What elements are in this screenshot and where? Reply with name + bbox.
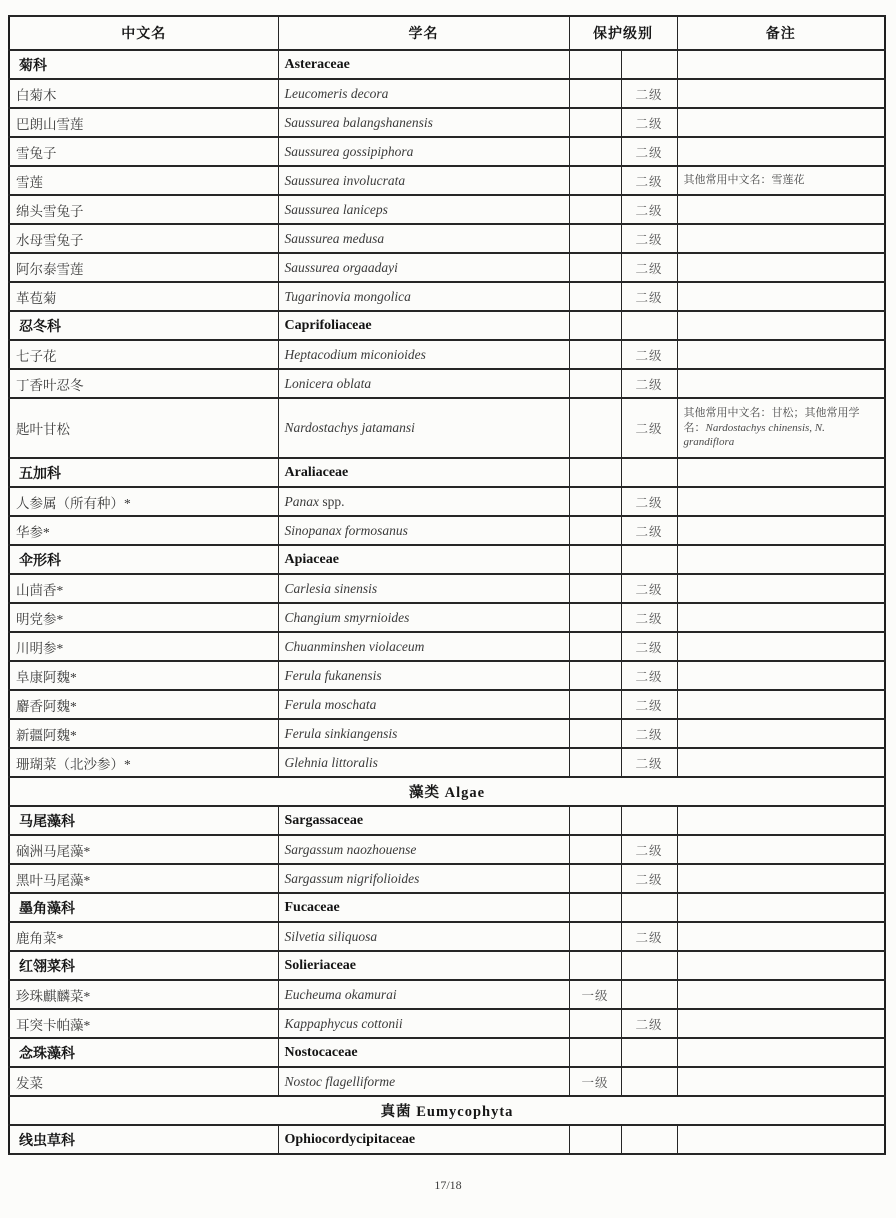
remarks-cell: [677, 224, 885, 253]
chinese-name-cell: 阿尔泰雪莲: [9, 253, 278, 282]
scientific-name-cell: Panax spp.: [278, 487, 569, 516]
level-one-cell: [569, 195, 621, 224]
chinese-name-cell: 新疆阿魏*: [9, 719, 278, 748]
chinese-name-cell: 伞形科: [9, 545, 278, 574]
scientific-name-cell: Nostocaceae: [278, 1038, 569, 1067]
species-row: [9, 166, 885, 195]
level-two-cell: 二级: [621, 748, 677, 777]
remarks-cell: [677, 195, 885, 224]
level-one-cell: [569, 253, 621, 282]
scientific-name-cell: Ferula moschata: [278, 690, 569, 719]
remarks-cell: [677, 980, 885, 1009]
remarks-cell: [677, 748, 885, 777]
chinese-name-cell: 匙叶甘松: [9, 398, 278, 458]
level-two-cell: 二级: [621, 690, 677, 719]
level-one-cell: [569, 340, 621, 369]
level-two-cell: [621, 311, 677, 340]
table-header-row: [9, 16, 885, 50]
remarks-cell: [677, 516, 885, 545]
family-row: [9, 1038, 885, 1067]
scientific-name-cell: Sargassaceae: [278, 806, 569, 835]
level-two-cell: 二级: [621, 603, 677, 632]
species-row: [9, 137, 885, 166]
species-row: [9, 369, 885, 398]
species-row: [9, 487, 885, 516]
level-two-cell: 二级: [621, 369, 677, 398]
level-two-cell: [621, 980, 677, 1009]
chinese-name-cell: 水母雪兔子: [9, 224, 278, 253]
scientific-name-cell: Changium smyrnioides: [278, 603, 569, 632]
level-one-cell: [569, 108, 621, 137]
scientific-name-cell: Saussurea balangshanensis: [278, 108, 569, 137]
chinese-name-cell: 马尾藻科: [9, 806, 278, 835]
level-two-cell: 二级: [621, 398, 677, 458]
family-row: [9, 458, 885, 487]
scientific-name-cell: Caprifoliaceae: [278, 311, 569, 340]
level-one-cell: [569, 1125, 621, 1154]
level-one-cell: [569, 137, 621, 166]
level-one-cell: [569, 398, 621, 458]
level-one-cell: [569, 719, 621, 748]
scientific-name-cell: Leucomeris decora: [278, 79, 569, 108]
remarks-cell: [677, 253, 885, 282]
scientific-name-cell: Solieriaceae: [278, 951, 569, 980]
level-one-cell: [569, 574, 621, 603]
remarks-cell: [677, 545, 885, 574]
header-protection-level: 保护级别: [569, 16, 677, 50]
family-row: [9, 951, 885, 980]
scientific-name-cell: Sinopanax formosanus: [278, 516, 569, 545]
scientific-name-cell: Eucheuma okamurai: [278, 980, 569, 1009]
level-two-cell: [621, 893, 677, 922]
chinese-name-cell: 绵头雪兔子: [9, 195, 278, 224]
species-row: [9, 574, 885, 603]
remarks-cell: [677, 574, 885, 603]
level-two-cell: 二级: [621, 487, 677, 516]
family-row: [9, 545, 885, 574]
level-two-cell: 二级: [621, 661, 677, 690]
remark-text: 其他常用中文名：甘松；: [683, 406, 805, 419]
species-row: [9, 253, 885, 282]
family-row: [9, 311, 885, 340]
level-two-cell: 二级: [621, 574, 677, 603]
chinese-name-cell: 念珠藻科: [9, 1038, 278, 1067]
chinese-name-cell: 雪莲: [9, 166, 278, 195]
level-one-cell: [569, 690, 621, 719]
species-row: [9, 79, 885, 108]
page-number: 17/18: [434, 1178, 462, 1192]
chinese-name-cell: 白菊木: [9, 79, 278, 108]
table-body: [9, 50, 885, 1154]
level-two-cell: 二级: [621, 253, 677, 282]
section-label: 藻类 Algae: [9, 777, 885, 806]
species-row: [9, 603, 885, 632]
chinese-name-cell: 雪兔子: [9, 137, 278, 166]
chinese-name-cell: 菊科: [9, 50, 278, 79]
chinese-name-cell: 人参属（所有种）*: [9, 487, 278, 516]
chinese-name-cell: 鹿角菜*: [9, 922, 278, 951]
scientific-name-cell: Silvetia siliquosa: [278, 922, 569, 951]
chinese-name-cell: 阜康阿魏*: [9, 661, 278, 690]
header-scientific-name: 学名: [278, 16, 569, 50]
scientific-name-cell: Fucaceae: [278, 893, 569, 922]
remarks-cell: [677, 1009, 885, 1038]
level-two-cell: [621, 1038, 677, 1067]
species-row: [9, 340, 885, 369]
remarks-cell: [677, 835, 885, 864]
level-one-cell: [569, 458, 621, 487]
section-label: 真菌 Eumycophyta: [9, 1096, 885, 1125]
scientific-name-cell: Saussurea laniceps: [278, 195, 569, 224]
level-one-cell: [569, 79, 621, 108]
remarks-cell: [677, 951, 885, 980]
scientific-name-cell: Glehnia littoralis: [278, 748, 569, 777]
level-one-cell: [569, 369, 621, 398]
level-one-cell: [569, 311, 621, 340]
remark-text: 其他常用中文名：雪莲花: [683, 174, 805, 187]
level-one-cell: [569, 951, 621, 980]
chinese-name-cell: 川明参*: [9, 632, 278, 661]
level-two-cell: [621, 951, 677, 980]
level-one-cell: [569, 893, 621, 922]
species-row: [9, 835, 885, 864]
level-two-cell: 二级: [621, 195, 677, 224]
chinese-name-cell: 革苞菊: [9, 282, 278, 311]
remarks-cell: [677, 632, 885, 661]
level-two-cell: [621, 545, 677, 574]
level-one-cell: [569, 922, 621, 951]
level-one-cell: [569, 50, 621, 79]
scientific-name-cell: Lonicera oblata: [278, 369, 569, 398]
family-row: [9, 50, 885, 79]
remarks-cell: [677, 369, 885, 398]
level-two-cell: 二级: [621, 108, 677, 137]
level-one-cell: [569, 1009, 621, 1038]
species-row: [9, 719, 885, 748]
level-two-cell: 二级: [621, 632, 677, 661]
level-one-cell: [569, 545, 621, 574]
remarks-cell: [677, 603, 885, 632]
section-row: [9, 777, 885, 806]
species-row: [9, 1009, 885, 1038]
chinese-name-cell: 明党参*: [9, 603, 278, 632]
chinese-name-cell: 麝香阿魏*: [9, 690, 278, 719]
remarks-cell: [677, 311, 885, 340]
species-row: [9, 398, 885, 458]
level-one-cell: [569, 166, 621, 195]
level-two-cell: 二级: [621, 516, 677, 545]
remark-text: Nardostachys chinensis, N. grandiflora: [683, 421, 825, 449]
level-two-cell: 二级: [621, 1009, 677, 1038]
level-one-cell: [569, 632, 621, 661]
species-row: [9, 108, 885, 137]
scientific-name-cell: Nardostachys jatamansi: [278, 398, 569, 458]
scientific-name-cell: Sargassum nigrifolioides: [278, 864, 569, 893]
level-two-cell: 二级: [621, 166, 677, 195]
scientific-name-cell: Asteraceae: [278, 50, 569, 79]
header-chinese-name: 中文名: [9, 16, 278, 50]
level-one-cell: [569, 487, 621, 516]
species-row: [9, 980, 885, 1009]
family-row: [9, 893, 885, 922]
chinese-name-cell: 华参*: [9, 516, 278, 545]
remarks-cell: [677, 1067, 885, 1096]
scientific-name-cell: Saussurea involucrata: [278, 166, 569, 195]
scientific-name-cell: Saussurea medusa: [278, 224, 569, 253]
remarks-cell: [677, 806, 885, 835]
species-row: [9, 516, 885, 545]
level-one-cell: 一级: [569, 980, 621, 1009]
level-one-cell: [569, 1038, 621, 1067]
scientific-name-cell: Carlesia sinensis: [278, 574, 569, 603]
species-row: [9, 864, 885, 893]
level-two-cell: [621, 1125, 677, 1154]
level-two-cell: 二级: [621, 922, 677, 951]
level-two-cell: 二级: [621, 79, 677, 108]
scientific-name-cell: Ferula sinkiangensis: [278, 719, 569, 748]
remarks-cell: [677, 458, 885, 487]
species-row: [9, 690, 885, 719]
level-two-cell: 二级: [621, 137, 677, 166]
family-row: [9, 1125, 885, 1154]
level-two-cell: [621, 806, 677, 835]
scientific-name-cell: Apiaceae: [278, 545, 569, 574]
remarks-cell: [677, 922, 885, 951]
chinese-name-cell: 巴朗山雪莲: [9, 108, 278, 137]
chinese-name-cell: 红翎菜科: [9, 951, 278, 980]
scientific-name-cell: Kappaphycus cottonii: [278, 1009, 569, 1038]
chinese-name-cell: 丁香叶忍冬: [9, 369, 278, 398]
remarks-cell: [677, 166, 885, 195]
remark-text: 其他常用学名：: [683, 406, 860, 434]
species-row: [9, 224, 885, 253]
level-two-cell: 二级: [621, 224, 677, 253]
remarks-cell: [677, 719, 885, 748]
chinese-name-cell: 山茴香*: [9, 574, 278, 603]
scientific-name-cell: Heptacodium miconioides: [278, 340, 569, 369]
family-row: [9, 806, 885, 835]
chinese-name-cell: 忍冬科: [9, 311, 278, 340]
level-two-cell: [621, 458, 677, 487]
chinese-name-cell: 发菜: [9, 1067, 278, 1096]
scientific-name-cell: Sargassum naozhouense: [278, 835, 569, 864]
level-one-cell: [569, 806, 621, 835]
scientific-name-cell: Nostoc flagelliforme: [278, 1067, 569, 1096]
scientific-name-cell: Saussurea orgaadayi: [278, 253, 569, 282]
level-one-cell: [569, 224, 621, 253]
species-row: [9, 1067, 885, 1096]
chinese-name-cell: 五加科: [9, 458, 278, 487]
level-two-cell: 二级: [621, 719, 677, 748]
level-two-cell: 二级: [621, 864, 677, 893]
scientific-name-suffix: spp.: [319, 493, 345, 509]
level-one-cell: [569, 516, 621, 545]
remarks-cell: [677, 1038, 885, 1067]
level-two-cell: 二级: [621, 835, 677, 864]
remarks-cell: [677, 398, 885, 458]
level-one-cell: [569, 864, 621, 893]
remarks-cell: [677, 340, 885, 369]
level-one-cell: [569, 748, 621, 777]
chinese-name-cell: 耳突卡帕藻*: [9, 1009, 278, 1038]
remarks-cell: [677, 50, 885, 79]
chinese-name-cell: 七子花: [9, 340, 278, 369]
species-row: [9, 922, 885, 951]
scientific-name-cell: Ophiocordycipitaceae: [278, 1125, 569, 1154]
chinese-name-cell: 珍珠麒麟菜*: [9, 980, 278, 1009]
level-one-cell: [569, 603, 621, 632]
level-one-cell: [569, 661, 621, 690]
species-row: [9, 661, 885, 690]
remarks-cell: [677, 79, 885, 108]
remarks-cell: [677, 282, 885, 311]
scientific-name-cell: Saussurea gossipiphora: [278, 137, 569, 166]
scientific-name-cell: Ferula fukanensis: [278, 661, 569, 690]
level-one-cell: [569, 282, 621, 311]
remarks-cell: [677, 487, 885, 516]
chinese-name-cell: 硇洲马尾藻*: [9, 835, 278, 864]
scientific-name-cell: Chuanminshen violaceum: [278, 632, 569, 661]
scientific-name-cell: Araliaceae: [278, 458, 569, 487]
level-one-cell: 一级: [569, 1067, 621, 1096]
chinese-name-cell: 线虫草科: [9, 1125, 278, 1154]
section-row: [9, 1096, 885, 1125]
remarks-cell: [677, 661, 885, 690]
protected-species-table: [8, 15, 886, 1155]
chinese-name-cell: 珊瑚菜（北沙参）*: [9, 748, 278, 777]
remarks-cell: [677, 1125, 885, 1154]
species-row: [9, 748, 885, 777]
level-two-cell: 二级: [621, 340, 677, 369]
remarks-cell: [677, 137, 885, 166]
species-row: [9, 282, 885, 311]
level-two-cell: 二级: [621, 282, 677, 311]
remarks-cell: [677, 864, 885, 893]
level-two-cell: [621, 1067, 677, 1096]
scientific-name-cell: Tugarinovia mongolica: [278, 282, 569, 311]
chinese-name-cell: 黑叶马尾藻*: [9, 864, 278, 893]
species-row: [9, 632, 885, 661]
species-row: [9, 195, 885, 224]
remarks-cell: [677, 690, 885, 719]
remarks-cell: [677, 893, 885, 922]
chinese-name-cell: 墨角藻科: [9, 893, 278, 922]
remarks-cell: [677, 108, 885, 137]
level-two-cell: [621, 50, 677, 79]
header-remarks: 备注: [677, 16, 885, 50]
level-one-cell: [569, 835, 621, 864]
